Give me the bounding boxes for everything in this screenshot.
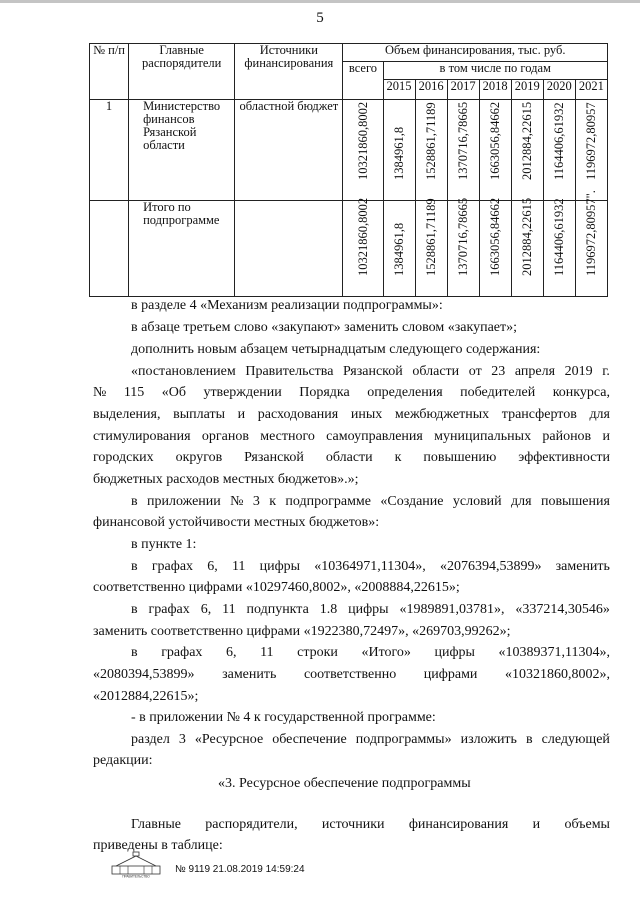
row-num: [90, 201, 129, 297]
text-line: «2012884,22615»;: [93, 689, 199, 704]
word: цифры: [434, 645, 475, 660]
word: финансирования: [408, 817, 509, 832]
word: графах: [151, 559, 194, 574]
header-byyear: в том числе по годам: [383, 62, 608, 80]
table-row: [90, 100, 608, 201]
word: раздел: [131, 732, 170, 747]
header-source: Источники финансирования: [235, 44, 343, 100]
word: районов: [542, 429, 592, 444]
word: Главные: [131, 817, 181, 832]
text-line: [93, 665, 610, 684]
word: «2076394,53899»: [439, 559, 542, 574]
year-cell: 2019: [511, 80, 543, 100]
row-value: 1663056,84662: [488, 101, 503, 180]
section-heading: «3. Ресурсное обеспечение подпрограммы: [218, 776, 471, 791]
document-id: № 9119 21.08.2019 14:59:24: [175, 864, 305, 875]
word: повышения: [540, 494, 610, 509]
word: 3: [252, 494, 260, 509]
word: распорядители,: [205, 817, 298, 832]
word: утверждении: [203, 385, 282, 400]
word: Рязанской: [244, 450, 304, 465]
row-value: 1370716,78665: [456, 197, 471, 276]
year-cell: 2020: [543, 80, 575, 100]
word: выплаты: [173, 407, 225, 422]
text-line: [131, 643, 610, 662]
header-volume: Объем финансирования, тыс. руб.: [343, 44, 608, 62]
row-value: 1384961,8: [392, 222, 407, 276]
word: 11: [222, 602, 236, 617]
text-line: [93, 383, 610, 402]
word: «2080394,53899»: [93, 667, 195, 682]
word: следующей: [541, 732, 610, 747]
row-admin: Итого по подпрограмме: [129, 201, 235, 297]
word: «337214,30546»: [515, 602, 610, 617]
word: в: [131, 602, 138, 617]
text-line: финансовой устойчивости местных бюджетов»:: [93, 515, 380, 530]
word: иных: [350, 407, 383, 422]
word: «Ресурсное: [194, 732, 264, 747]
word: и: [237, 407, 246, 422]
word: г.: [602, 364, 610, 379]
word: «10321860,8002»,: [505, 667, 610, 682]
year-cell: 2021: [575, 80, 607, 100]
word: самоуправления: [326, 429, 423, 444]
word: подпрограмме: [285, 494, 371, 509]
text-line: [93, 448, 610, 467]
word: от: [468, 364, 482, 379]
word: условий: [452, 494, 502, 509]
word: и: [532, 817, 541, 832]
text-line: соответственно цифрами «10297460,8002», «2008884,22615»;: [93, 580, 460, 595]
word: области: [325, 450, 373, 465]
scan-top-edge: [0, 0, 640, 3]
text-line: приведены в таблице:: [93, 838, 223, 853]
word: №: [230, 494, 244, 509]
row-value: 1528861,71189: [424, 198, 439, 276]
text-line: бюджетных расходов местных бюджетов».»;: [93, 472, 359, 487]
word: 23: [491, 364, 506, 379]
word: конкурса,: [552, 385, 610, 400]
text-line: заменить соответственно цифрами «1922380,72497», «269703,99262»;: [93, 624, 511, 639]
word: подпрограммы»: [355, 732, 452, 747]
row-value: 1528861,71189: [424, 102, 439, 180]
word: городских: [93, 450, 154, 465]
year-cell: 2016: [415, 80, 447, 100]
text-line: дополнить новым абзацем четырнадцатым следующего содержания:: [131, 342, 541, 357]
word: заменить: [555, 559, 610, 574]
header-admin: Главные распорядители: [129, 44, 235, 100]
word: эффективности: [518, 450, 610, 465]
text-line: в абзаце третьем слово «закупают» заменить словом «закупает»;: [131, 320, 518, 335]
row-value: 1384961,8: [392, 126, 407, 180]
row-value: 1370716,78665: [456, 101, 471, 180]
year-cell: 2018: [479, 80, 511, 100]
word: цифры: [348, 602, 389, 617]
word: цифры: [259, 559, 301, 574]
text-line: [93, 427, 610, 446]
stamp-text: ПРАВИТЕЛЬСТВО: [122, 874, 150, 878]
word: 115: [123, 385, 145, 400]
text-line: в разделе 4 «Механизм реализации подпрограммы»:: [131, 298, 443, 313]
table-row: [90, 201, 608, 297]
word: Рязанской: [343, 364, 403, 379]
word: 1.8: [319, 602, 338, 617]
row-total: 10321860,8002: [355, 197, 370, 276]
word: 6,: [200, 602, 212, 617]
row-admin: Министерство финансов Рязанской области: [129, 100, 235, 201]
word: к: [394, 450, 402, 465]
word: повышению: [423, 450, 497, 465]
word: графах: [161, 645, 203, 660]
word: «10389371,11304»,: [498, 645, 610, 660]
financing-table: [89, 43, 608, 297]
header-total: всего: [343, 62, 383, 100]
word: 2019: [564, 364, 593, 379]
word: и: [602, 429, 610, 444]
word: Порядка: [299, 385, 350, 400]
text-line: - в приложении № 4 к государственной программе:: [131, 710, 436, 725]
word: межбюджетных: [394, 407, 490, 422]
row-num: 1: [90, 100, 129, 201]
header-num: № п/п: [90, 44, 129, 100]
row-value: 2012884,22615: [520, 197, 535, 276]
word: «постановлением: [131, 364, 236, 379]
text-line: в пункте 1:: [131, 537, 197, 552]
text-line: [131, 557, 610, 576]
word: заменить: [222, 667, 277, 682]
word: в: [131, 494, 138, 509]
row-total: 10321860,8002: [355, 101, 370, 180]
word: строки: [297, 645, 338, 660]
page-number: 5: [316, 10, 324, 26]
row-value: 1196972,80957".: [584, 190, 599, 276]
row-value: 2012884,22615: [520, 101, 535, 180]
word: «10364971,11304»,: [314, 559, 426, 574]
government-building-stamp-icon: [110, 850, 162, 878]
word: соответственно: [303, 667, 397, 682]
word: стимулирования: [93, 429, 191, 444]
row-source: областной бюджет: [235, 100, 343, 201]
year-cell: 2015: [383, 80, 415, 100]
word: приложении: [146, 494, 221, 509]
word: Правительства: [245, 364, 334, 379]
word: в: [131, 559, 138, 574]
text-line: редакции:: [93, 753, 153, 768]
word: победителей: [460, 385, 536, 400]
word: муниципальных: [434, 429, 532, 444]
word: «Создание: [380, 494, 444, 509]
text-line: [131, 600, 610, 619]
word: 6,: [226, 645, 237, 660]
word: «Итого»: [361, 645, 411, 660]
text-line: [131, 815, 610, 834]
word: расходования: [257, 407, 339, 422]
row-value: 1196972,80957: [584, 102, 599, 180]
word: в: [131, 645, 138, 660]
word: графах: [148, 602, 190, 617]
word: объемы: [564, 817, 610, 832]
word: для: [589, 407, 610, 422]
word: трансфертов: [501, 407, 577, 422]
word: 3: [178, 732, 186, 747]
text-line: [131, 730, 610, 749]
word: в: [525, 732, 533, 747]
word: изложить: [460, 732, 517, 747]
word: «1989891,03781»,: [399, 602, 505, 617]
word: подпункта: [246, 602, 309, 617]
word: органов: [201, 429, 249, 444]
year-cell: 2017: [447, 80, 479, 100]
word: источники: [321, 817, 385, 832]
word: апреля: [514, 364, 556, 379]
row-value: 1164406,61932: [552, 102, 567, 180]
word: №: [93, 385, 107, 400]
word: местного: [260, 429, 315, 444]
word: для: [511, 494, 532, 509]
word: обеспечение: [272, 732, 347, 747]
text-line: [131, 362, 610, 381]
word: 11: [231, 559, 246, 574]
word: «Об: [161, 385, 186, 400]
text-line: [93, 405, 610, 424]
word: области: [412, 364, 460, 379]
word: к: [269, 494, 277, 509]
row-source: [235, 201, 343, 297]
word: округов: [175, 450, 223, 465]
word: цифрами: [423, 667, 478, 682]
word: 11: [260, 645, 274, 660]
row-value: 1164406,61932: [552, 198, 567, 276]
word: выделения,: [93, 407, 161, 422]
word: определения: [367, 385, 443, 400]
text-line: [131, 492, 610, 511]
row-value: 1663056,84662: [488, 197, 503, 276]
word: 6,: [207, 559, 218, 574]
